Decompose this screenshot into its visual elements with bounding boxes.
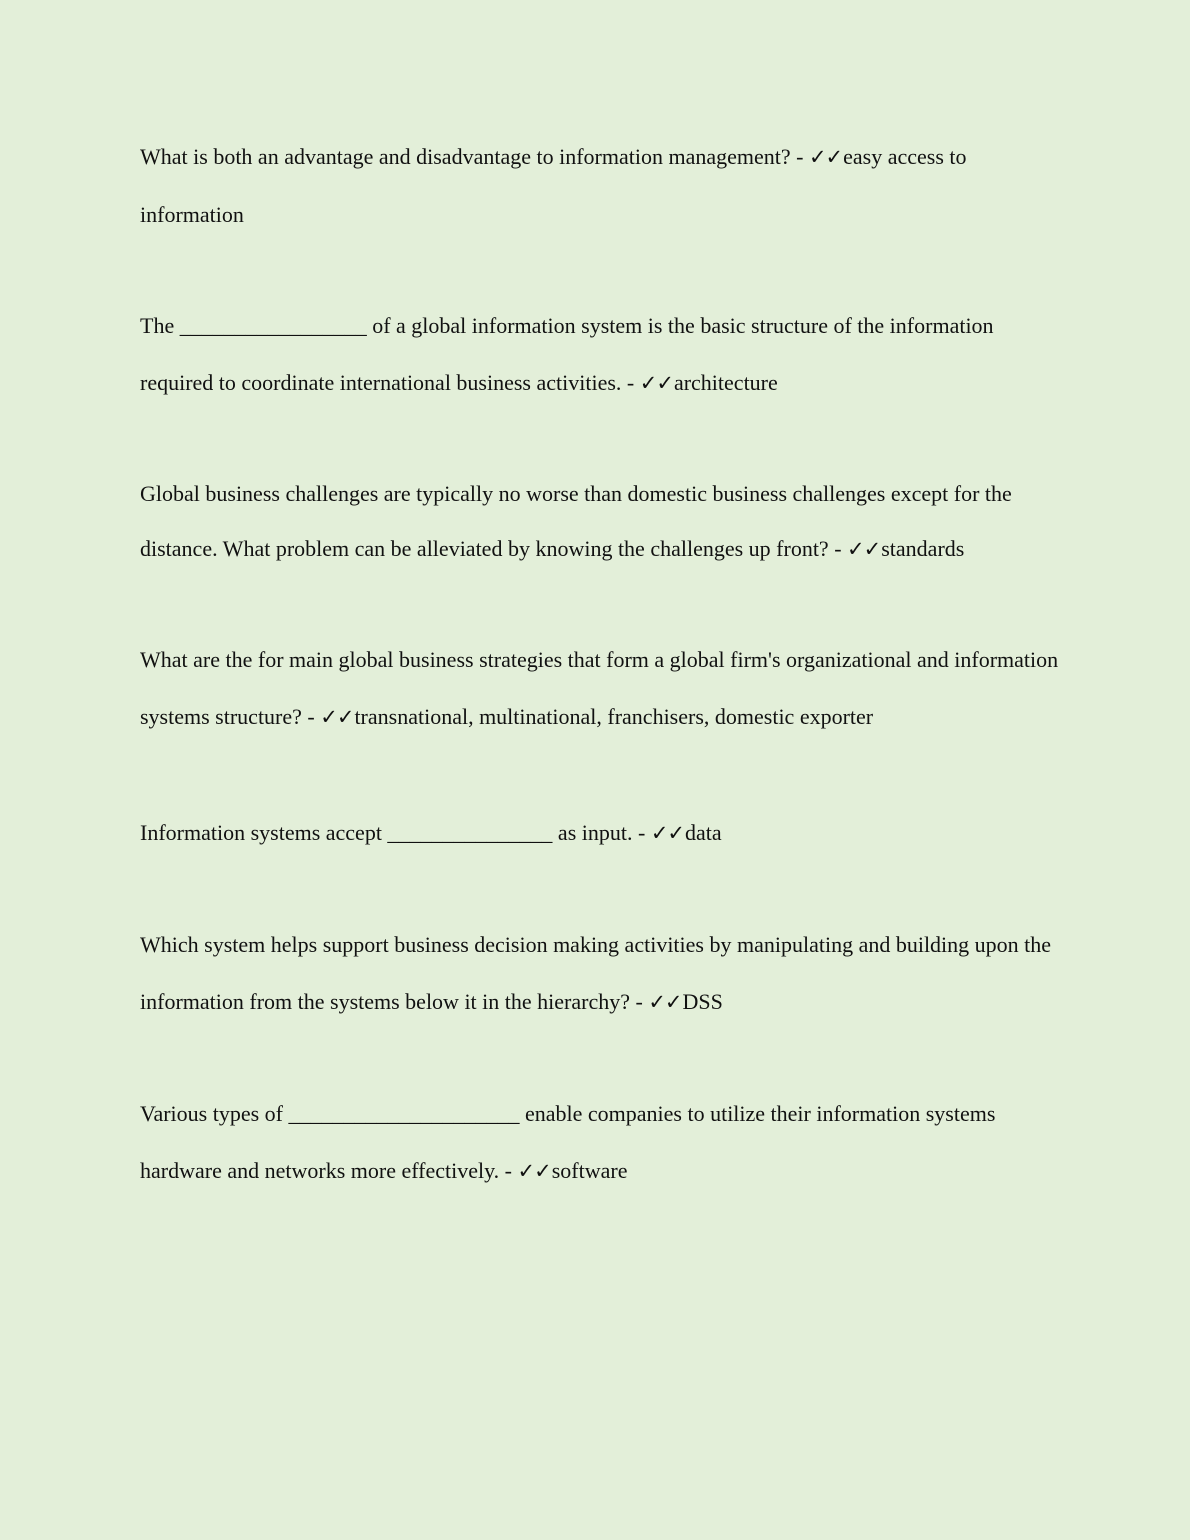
answer-text: software: [551, 1158, 628, 1183]
qa-item: [140, 297, 1060, 412]
document-page: [140, 128, 1060, 1254]
qa-item: [140, 804, 1060, 862]
question-text: Which system helps support business decision making activities by manipulating and building upon the information from the systems below it in the hierarchy? -: [140, 932, 1052, 1014]
qa-item: [140, 916, 1060, 1031]
question-text: What are the for main global business strategies that form a global firm's organizational and information systems structure? -: [140, 647, 1059, 729]
question-text: The _________________ of a global information system is the basic structure of the information required to coordinate international business activities. -: [140, 313, 994, 395]
qa-item: [140, 631, 1060, 746]
double-check-icon: ✓✓: [648, 990, 682, 1014]
question-text: Global business challenges are typically no worse than domestic business challenges except for the distance. What problem can be alleviated by knowing the challenges up front? -: [140, 481, 1012, 561]
answer-text: standards: [881, 536, 965, 561]
answer-text: DSS: [682, 989, 723, 1014]
double-check-icon: ✓✓: [517, 1159, 551, 1183]
answer-text: data: [685, 820, 722, 845]
double-check-icon: ✓✓: [650, 821, 685, 845]
double-check-icon: ✓✓: [808, 145, 843, 169]
answer-text: architecture: [673, 370, 778, 395]
qa-item: [140, 1085, 1060, 1200]
question-text: What is both an advantage and disadvantage to information management? -: [140, 144, 809, 169]
answer-text: transnational, multinational, franchisers, domestic exporter: [354, 704, 874, 729]
double-check-icon: ✓✓: [320, 705, 354, 729]
qa-item: [140, 466, 1060, 577]
question-text: Information systems accept _______________ as input. -: [140, 820, 651, 845]
double-check-icon: ✓✓: [639, 371, 673, 395]
answer-text: easy access to information: [140, 144, 967, 227]
qa-item: [140, 128, 1060, 243]
question-text: Various types of _____________________ enable companies to utilize their information systems hardware and networks more effectively. -: [140, 1101, 996, 1183]
double-check-icon: ✓✓: [847, 537, 881, 561]
